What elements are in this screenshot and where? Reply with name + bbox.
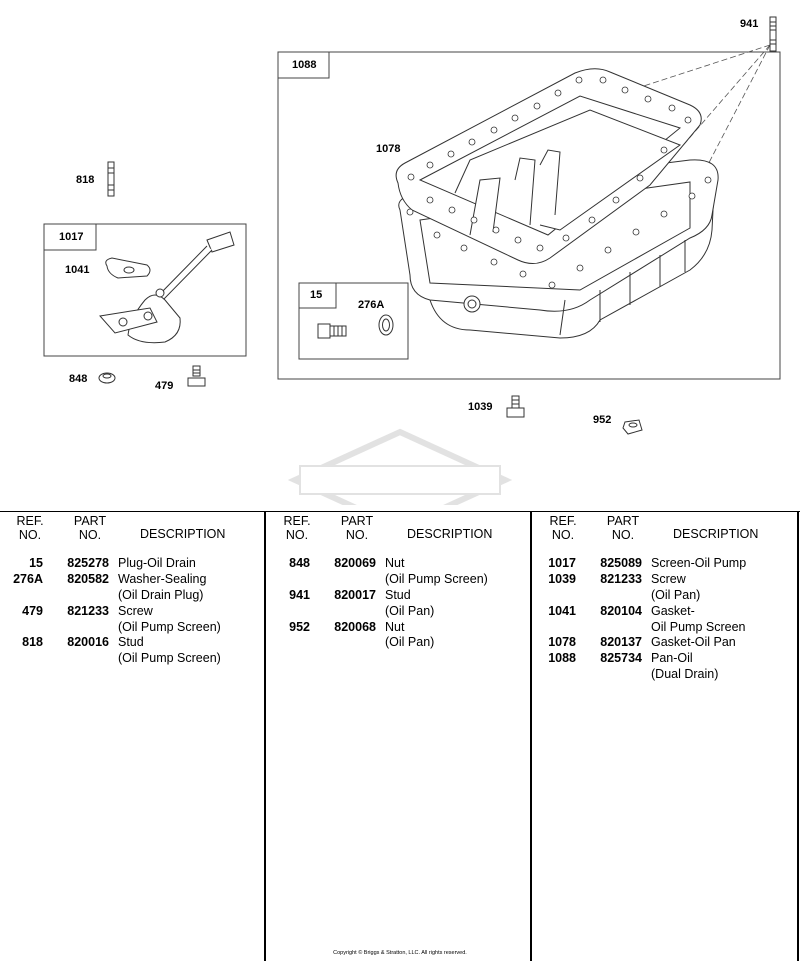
parts-column-1 bbox=[0, 512, 265, 961]
nut-952-part bbox=[623, 420, 642, 434]
table-row bbox=[0, 651, 265, 667]
ref-no: 848 bbox=[289, 556, 310, 570]
parts-column-2 bbox=[267, 512, 532, 961]
header-description: DESCRIPTION bbox=[407, 527, 493, 541]
description: Stud bbox=[385, 587, 411, 602]
table-row bbox=[0, 588, 265, 604]
header-ref-line1: REF. bbox=[16, 514, 44, 528]
part-no: 820068 bbox=[334, 619, 376, 634]
part-no: 821233 bbox=[67, 603, 109, 618]
drain-plug-15-part bbox=[318, 324, 346, 338]
header-part-no bbox=[603, 515, 643, 542]
oil-pump-screen-part bbox=[100, 232, 234, 343]
header-description: DESCRIPTION bbox=[140, 527, 226, 541]
callout-1078: 1078 bbox=[376, 143, 401, 155]
description: (Oil Pump Screen) bbox=[118, 619, 221, 634]
box-label-1088: 1088 bbox=[292, 59, 317, 71]
table-row bbox=[0, 572, 265, 588]
header-part-no bbox=[70, 515, 110, 542]
callout-276a: 276A bbox=[358, 299, 385, 311]
callout-818: 818 bbox=[76, 174, 95, 186]
part-no: 825734 bbox=[600, 651, 642, 666]
table-row bbox=[267, 572, 532, 588]
callout-941: 941 bbox=[740, 18, 759, 30]
table-row bbox=[267, 635, 532, 651]
description: (Oil Pan) bbox=[385, 635, 435, 650]
screw-479-part bbox=[188, 366, 205, 386]
header-ref-line2: NO. bbox=[285, 527, 309, 542]
table-row bbox=[0, 556, 265, 572]
callout-952: 952 bbox=[593, 414, 612, 426]
header-ref-no bbox=[12, 515, 48, 542]
header-ref-no bbox=[545, 515, 581, 542]
copyright-notice: Copyright © Briggs & Stratton, LLC. All rights reserved. bbox=[333, 950, 467, 956]
table-row bbox=[267, 556, 532, 572]
description: (Oil Drain Plug) bbox=[118, 587, 204, 602]
pump-screen-gasket-part bbox=[106, 258, 150, 278]
part-no: 820104 bbox=[600, 603, 642, 618]
description: Gasket- bbox=[651, 603, 695, 618]
table-row bbox=[0, 620, 265, 636]
ref-no: 1039 bbox=[548, 571, 576, 586]
description: Plug-Oil Drain bbox=[118, 556, 196, 570]
part-no: 821233 bbox=[600, 571, 642, 586]
callout-1041: 1041 bbox=[65, 264, 90, 276]
header-ref-line2: NO. bbox=[551, 527, 575, 542]
table-row bbox=[533, 572, 798, 588]
sealing-washer-276a-part bbox=[379, 315, 393, 335]
table-row bbox=[533, 620, 798, 636]
table-row bbox=[533, 635, 798, 651]
ref-no: 15 bbox=[29, 556, 43, 570]
brand-watermark-logo bbox=[295, 432, 505, 505]
parts-list-table bbox=[0, 511, 800, 961]
part-no: 825278 bbox=[67, 556, 109, 570]
part-no: 820016 bbox=[67, 635, 109, 650]
ref-no: 941 bbox=[289, 587, 310, 602]
ref-no: 1078 bbox=[548, 635, 576, 650]
table-row bbox=[533, 588, 798, 604]
table-row bbox=[533, 556, 798, 572]
parts-column-3 bbox=[533, 512, 798, 961]
header-ref-no bbox=[279, 515, 315, 542]
description: (Oil Pan) bbox=[651, 587, 701, 602]
table-row bbox=[533, 667, 798, 683]
header-part-line1: PART bbox=[73, 514, 107, 528]
header-part-line2: NO. bbox=[611, 527, 635, 542]
nut-848-part bbox=[99, 373, 115, 383]
table-row bbox=[0, 604, 265, 620]
screw-1039-part bbox=[507, 396, 524, 417]
table-row bbox=[533, 604, 798, 620]
table-row bbox=[533, 651, 798, 667]
description: (Oil Pump Screen) bbox=[385, 571, 488, 586]
box-label-1017: 1017 bbox=[59, 231, 84, 243]
table-row bbox=[267, 620, 532, 636]
ref-no: 952 bbox=[289, 619, 310, 634]
part-no: 825089 bbox=[600, 556, 642, 570]
header-part-line2: NO. bbox=[345, 527, 369, 542]
description: Stud bbox=[118, 635, 144, 650]
header-description: DESCRIPTION bbox=[673, 527, 759, 541]
description: Gasket-Oil Pan bbox=[651, 635, 736, 650]
part-no: 820137 bbox=[600, 635, 642, 650]
description: Nut bbox=[385, 619, 405, 634]
callout-479: 479 bbox=[155, 380, 174, 392]
description: Oil Pump Screen bbox=[651, 619, 746, 634]
callout-1039: 1039 bbox=[468, 401, 493, 413]
description: Pan-Oil bbox=[651, 651, 693, 666]
table-row bbox=[0, 635, 265, 651]
description: Washer-Sealing bbox=[118, 571, 207, 586]
header-part-no bbox=[337, 515, 377, 542]
ref-no: 276A bbox=[13, 571, 43, 586]
parts-rows bbox=[533, 556, 798, 683]
description: (Dual Drain) bbox=[651, 667, 719, 682]
box-label-15: 15 bbox=[310, 289, 323, 301]
description: Screw bbox=[651, 571, 686, 586]
table-row bbox=[267, 604, 532, 620]
parts-rows bbox=[267, 556, 532, 651]
ref-no: 479 bbox=[22, 603, 43, 618]
description: (Oil Pump Screen) bbox=[118, 651, 221, 666]
stud-941-part bbox=[770, 17, 776, 51]
description: Screen-Oil Pump bbox=[651, 556, 747, 570]
part-no: 820017 bbox=[334, 587, 376, 602]
header-ref-line1: REF. bbox=[283, 514, 311, 528]
ref-no: 818 bbox=[22, 635, 43, 650]
ref-no: 1041 bbox=[548, 603, 576, 618]
ref-no: 1088 bbox=[548, 651, 576, 666]
callout-848: 848 bbox=[69, 373, 88, 385]
header-part-line2: NO. bbox=[78, 527, 102, 542]
description: Nut bbox=[385, 556, 405, 570]
header-ref-line2: NO. bbox=[18, 527, 42, 542]
description: Screw bbox=[118, 603, 153, 618]
description: (Oil Pan) bbox=[385, 603, 435, 618]
stud-818-part bbox=[108, 162, 114, 196]
part-no: 820069 bbox=[334, 556, 376, 570]
ref-no: 1017 bbox=[548, 556, 576, 570]
header-part-line1: PART bbox=[340, 514, 374, 528]
part-no: 820582 bbox=[67, 571, 109, 586]
parts-rows bbox=[0, 556, 265, 667]
header-part-line1: PART bbox=[606, 514, 640, 528]
table-row bbox=[267, 588, 532, 604]
header-ref-line1: REF. bbox=[549, 514, 577, 528]
